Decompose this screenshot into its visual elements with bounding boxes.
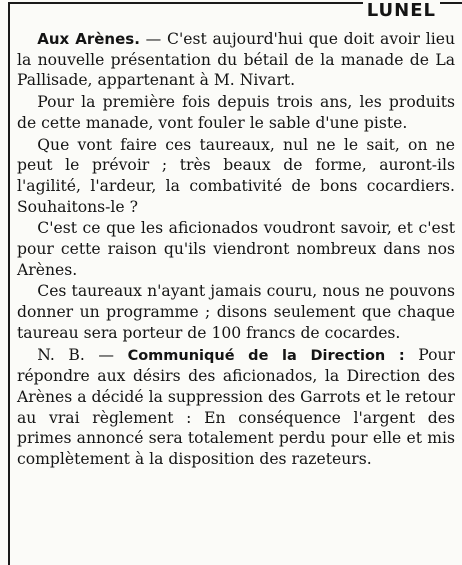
paragraph-2: Pour la première fois depuis trois ans, les produits de cette manade, vont fouler le sable d'une piste. bbox=[17, 93, 455, 132]
article-body bbox=[17, 29, 455, 470]
paragraph-4: C'est ce que les aficionados voudront savoir, et c'est pour cette raison qu'ils viendront nombreux dans nos Arènes. bbox=[17, 219, 455, 279]
paragraph-1-text: C'est aujourd'hui que doit avoir lieu la nouvelle présentation du bétail de la manade de La Pallisade, appartenant à M. Nivart. bbox=[17, 30, 455, 90]
nb-prefix: N. B. — bbox=[37, 345, 128, 364]
lead-dash: — bbox=[139, 30, 168, 48]
lead-heading: Aux Arènes. bbox=[37, 30, 140, 48]
communique-heading: Communiqué de la Direction : bbox=[127, 347, 405, 364]
paragraph-nb bbox=[17, 345, 455, 470]
paragraph-5: Ces taureaux n'ayant jamais couru, nous ne pouvons donner un programme ; disons seulement que chaque taureau sera porteur de 100 francs de cocardes. bbox=[17, 282, 455, 342]
paragraph-3: Que vont faire ces taureaux, nul ne le sait, on ne peut le prévoir ; très beaux de forme, auront-ils l'agilité, l'ardeur, la combativité de bons cocardiers. Souhaitons-le ? bbox=[17, 135, 455, 216]
town-heading: LUNEL bbox=[363, 0, 440, 22]
paragraph-1 bbox=[17, 29, 455, 91]
column-rule-left bbox=[8, 2, 10, 565]
nb-text: Pour répondre aux désirs des aficionados, la Direction des Arènes a décidé la suppression des Garrots et le retour au vrai règlement : En conséquence l'argent des primes annoncé sera totalement perdu pour elle et mis complètement à la disposition des razeteurs. bbox=[17, 345, 455, 469]
